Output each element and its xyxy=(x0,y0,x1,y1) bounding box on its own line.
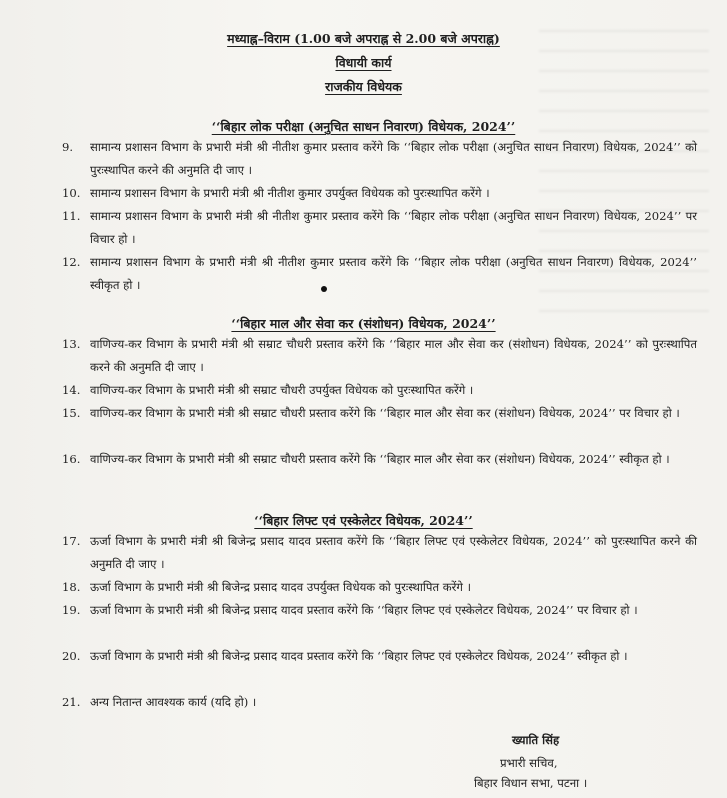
government-bills-heading xyxy=(0,78,727,95)
agenda-item-17 xyxy=(62,530,697,576)
agenda-item-11 xyxy=(62,205,697,251)
legislative-business-heading xyxy=(0,54,727,71)
signatory-designation: प्रभारी सचिव, xyxy=(500,756,558,770)
item-number: 21. xyxy=(62,695,81,709)
legislative-business-text: विधायी कार्य xyxy=(335,55,392,70)
section-title-lift-escalator-bill xyxy=(0,512,727,529)
item-number: 14. xyxy=(62,383,81,397)
session-break-text: मध्याह्न–विराम (1.00 बजे अपराह्न से 2.00 बजे अपराह्न) xyxy=(227,31,500,46)
section-title-text: ‘‘बिहार लोक परीक्षा (अनुचित साधन निवारण) विधेयक, 2024’’ xyxy=(211,119,516,134)
section-title-gst-amendment-bill xyxy=(0,315,727,332)
item-text: वाणिज्य-कर विभाग के प्रभारी मंत्री श्री सम्राट चौधरी उपर्युक्त विधेयक को पुरःस्थापित करेंगे । xyxy=(90,383,474,397)
agenda-item-16 xyxy=(62,448,697,471)
agenda-item-13 xyxy=(62,333,697,379)
agenda-item-18 xyxy=(62,576,697,599)
item-number: 17. xyxy=(62,534,81,548)
item-number: 20. xyxy=(62,649,81,663)
section-title-public-exam-bill xyxy=(0,118,727,135)
agenda-item-21 xyxy=(62,691,697,714)
agenda-item-19 xyxy=(62,599,697,622)
item-number: 13. xyxy=(62,337,81,351)
item-text: वाणिज्य-कर विभाग के प्रभारी मंत्री श्री सम्राट चौधरी प्रस्ताव करेंगे कि ‘‘बिहार माल और सेवा कर (संशोधन) विधेयक, 2024’’ को पुरःस्थापित करने की अनुमति दी जाए । xyxy=(90,337,697,374)
item-number: 10. xyxy=(62,186,81,200)
section-title-text: ‘‘बिहार लिफ्ट एवं एस्केलेटर विधेयक, 2024’’ xyxy=(254,513,473,528)
agenda-item-14 xyxy=(62,379,697,402)
signatory-office: बिहार विधान सभा, पटना । xyxy=(474,776,588,790)
item-text: ऊर्जा विभाग के प्रभारी मंत्री श्री बिजेन्द्र प्रसाद यादव प्रस्ताव करेंगे कि ‘‘बिहार लिफ्ट एवं एस्केलेटर विधेयक, 2024’’ को पुरःस्थापित करने की अनुमति दी जाए । xyxy=(90,534,697,571)
item-text: सामान्य प्रशासन विभाग के प्रभारी मंत्री श्री नीतीश कुमार उपर्युक्त विधेयक को पुरःस्थापित करेंगे । xyxy=(90,186,490,200)
item-number: 16. xyxy=(62,452,81,466)
item-number: 12. xyxy=(62,255,81,269)
section-title-text: ‘‘बिहार माल और सेवा कर (संशोधन) विधेयक, 2024’’ xyxy=(231,316,496,331)
item-text: वाणिज्य-कर विभाग के प्रभारी मंत्री श्री सम्राट चौधरी प्रस्ताव करेंगे कि ‘‘बिहार माल और सेवा कर (संशोधन) विधेयक, 2024’’ स्वीकृत हो । xyxy=(90,452,670,466)
item-text: सामान्य प्रशासन विभाग के प्रभारी मंत्री श्री नीतीश कुमार प्रस्ताव करेंगे कि ‘‘बिहार लोक परीक्षा (अनुचित साधन निवारण) विधेयक, 2024’’ पर विचार हो । xyxy=(90,209,697,246)
signatory-name: ख्याति सिंह xyxy=(512,733,560,747)
agenda-item-15 xyxy=(62,402,697,425)
agenda-item-12 xyxy=(62,251,697,297)
government-bills-text: राजकीय विधेयक xyxy=(325,79,402,94)
item-number: 19. xyxy=(62,603,81,617)
item-text: वाणिज्य-कर विभाग के प्रभारी मंत्री श्री सम्राट चौधरी प्रस्ताव करेंगे कि ‘‘बिहार माल और सेवा कर (संशोधन) विधेयक, 2024’’ पर विचार हो । xyxy=(90,406,680,420)
item-number: 11. xyxy=(62,209,81,223)
item-text: अन्य नितान्त आवश्यक कार्य (यदि हो) । xyxy=(90,695,257,709)
agenda-item-20 xyxy=(62,645,697,668)
item-text: ऊर्जा विभाग के प्रभारी मंत्री श्री बिजेन्द्र प्रसाद यादव प्रस्ताव करेंगे कि ‘‘बिहार लिफ्ट एवं एस्केलेटर विधेयक, 2024’’ स्वीकृत हो । xyxy=(90,649,628,663)
item-number: 18. xyxy=(62,580,81,594)
item-text: सामान्य प्रशासन विभाग के प्रभारी मंत्री श्री नीतीश कुमार प्रस्ताव करेंगे कि ‘‘बिहार लोक परीक्षा (अनुचित साधन निवारण) विधेयक, 2024’’ स्वीकृत हो । xyxy=(90,255,697,292)
agenda-item-10 xyxy=(62,182,697,205)
session-break-heading xyxy=(0,30,727,47)
agenda-item-9 xyxy=(62,136,697,182)
item-number: 15. xyxy=(62,406,81,420)
item-number: 9. xyxy=(62,140,74,154)
item-text: सामान्य प्रशासन विभाग के प्रभारी मंत्री श्री नीतीश कुमार प्रस्ताव करेंगे कि ‘‘बिहार लोक परीक्षा (अनुचित साधन निवारण) विधेयक, 2024’’ को पुरःस्थापित करने की अनुमति दी जाए । xyxy=(90,140,697,177)
ink-dot xyxy=(321,286,327,292)
item-text: ऊर्जा विभाग के प्रभारी मंत्री श्री बिजेन्द्र प्रसाद यादव प्रस्ताव करेंगे कि ‘‘बिहार लिफ्ट एवं एस्केलेटर विधेयक, 2024’’ पर विचार हो । xyxy=(90,603,638,617)
item-text: ऊर्जा विभाग के प्रभारी मंत्री श्री बिजेन्द्र प्रसाद यादव उपर्युक्त विधेयक को पुरःस्थापित करेंगे । xyxy=(90,580,471,594)
